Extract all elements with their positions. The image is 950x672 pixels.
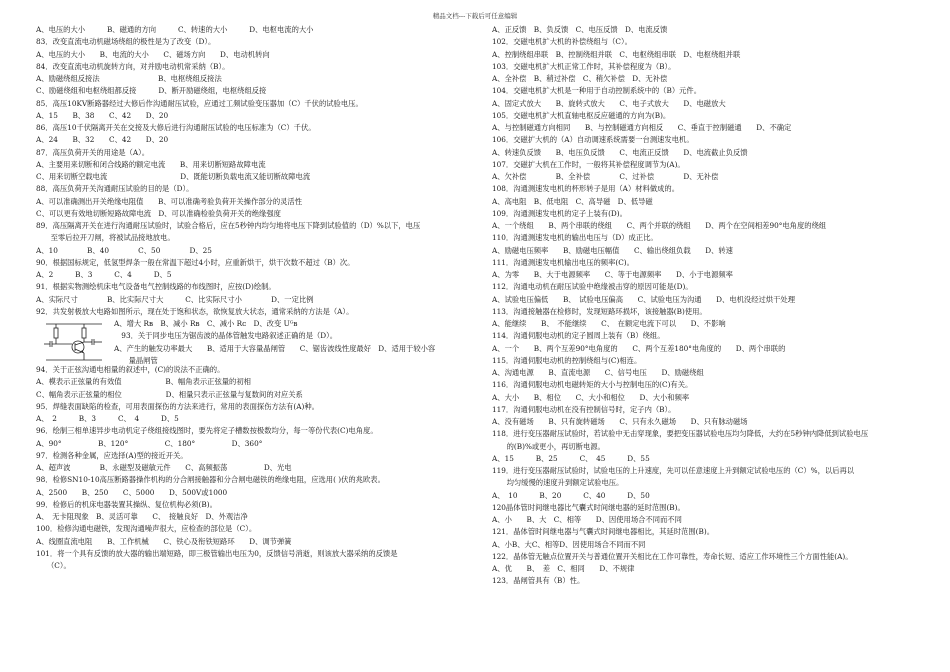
text-line: 至零后拉开刀闸，将被试品接地放电。 (36, 233, 175, 243)
text-line: A、全补偿 B、稍过补偿 C、稍欠补偿 D、无补偿 (492, 74, 668, 83)
text-line: 93．关于同步电压为锯齿波的晶体管触发电路叙述正确的是（D）。 (114, 331, 338, 341)
text-line: A、能继续 B、 不能继续 C、 在额定电流下可以 D、不影响 (492, 319, 726, 328)
text-line: A、为零 B、大于电源频率 C、等于电源频率 D、小于电源频率 (492, 270, 733, 279)
text-line: 97．检测各种金属，应选择(A)型的接近开关。 (36, 450, 188, 460)
text-line: 106．交磁扩大机的（A）自动调速系统需要一台测速发电机。 (492, 135, 694, 145)
text-line: A、小B、大C、相等D、因使用场合不同而不同 (492, 539, 646, 549)
text-line: A、没有磁场 B、只有旋转磁场 C、只有永久磁场 D、只有脉动磁场 (492, 417, 748, 426)
page-header: 精品文档---下载后可任意编辑 (432, 12, 518, 20)
text-line: C、可以更有效地切断短路故障电流 D、可以准确检验负荷开关的绝缘强度 (36, 208, 281, 218)
text-line: A、电压的大小 B、磁通的方向 C、转速的大小 D、电枢电流的大小 (36, 25, 314, 34)
text-line: 均匀缓慢的速度升到额定试验电压。 (492, 478, 624, 488)
left-questions-b (36, 364, 461, 572)
right-column (492, 24, 917, 664)
text-line: 109．沟通测速发电机的定子上装有(D)。 (492, 208, 627, 218)
text-line: （C）。 (36, 561, 71, 570)
text-line: A、与控制磁通方向相同 B、与控制磁通方向相反 C、垂直于控制磁通 D、不确定 (492, 123, 792, 132)
text-line: A、 10 B、20 C、40 D、50 (492, 490, 650, 500)
text-line: 117．沟通伺服电动机在没有控制信号时，定子内（B）。 (492, 404, 676, 414)
text-line: 118．进行变压器耐压试验时，若试验中无击穿现象，要把变压器试验电压均匀降低，大约在5秒钟内降低到试验电压 (492, 429, 869, 439)
text-line: 85．高压10KV断路器经过大修后作沟通耐压试验，应通过工频试验变压器加（C）千伏的试验电压。 (36, 98, 363, 108)
text-line: 103．交磁电机扩大机正常工作时，其补偿程度为（B）。 (492, 61, 676, 71)
text-line: A、模表示正弦量的有效值 B、幅角表示正弦量的初相 (36, 377, 251, 387)
text-line: 86．高压10千伏隔离开关在交接及大修后进行沟通耐压试验的电压标准为（C）千伏。 (36, 123, 316, 132)
text-line: A、固定式放大 B、旋转式放大 C、电子式放大 D、电磁放大 (492, 98, 726, 108)
text-line: A、欠补偿 B、全补偿 C、过补偿 D、无补偿 (492, 172, 719, 181)
text-line: A、15 B、38 C、42 D、20 (36, 110, 169, 120)
text-line: 102．交磁电机扩大机的补偿绕组与（C）。 (492, 37, 632, 47)
text-line: 88．高压负荷开关沟通耐压试验的目的是（D）。 (36, 184, 194, 194)
text-line: 111．沟通测速发电机输出电压的频率(C)。 (492, 257, 634, 267)
text-line: A、 无卡阻现象 B、灵活可靠 C、 接触良好 D、外观洁净 (36, 512, 248, 521)
text-line: A、正反馈 B、负反馈 C、电压反馈 D、电流反馈 (492, 25, 668, 34)
text-line: A、90° B、120° C、180° D、360° (36, 438, 263, 448)
text-line: 112．沟通电动机在耐压试验中绝缘被击穿的原因可能是(D)。 (492, 282, 693, 292)
text-line: A、一个绕组 B、两个串联的绕组 C、两个并联的绕组 D、两个在空间相差90°电角度的绕组 (492, 221, 827, 230)
text-line: A、电压的大小 B、电流的大小 C、磁场方向 D、电动机转向 (36, 49, 270, 59)
text-line: 84．改变直流电动机旋转方向，对并励电动机常采纳（B）。 (36, 61, 230, 71)
text-line: A、高电阻 B、低电阻 C、高导磁 D、低导磁 (492, 196, 653, 206)
text-line: 107．交磁扩大机在工作时，一般将其补偿程度调节为(A)。 (492, 159, 685, 169)
text-line: 123．晶闸管具有（B）性。 (492, 576, 585, 586)
text-line: C、用来切断空载电流 D、既能切断负载电流又能切断故障电流 (36, 172, 311, 181)
text-line: 91．根据实物测绘机床电气设备电气控制线路的布线图时，应按(D)绘制。 (36, 282, 276, 292)
text-line: A、线圈直流电阻 B、工作机械 C、铁心及衔铁短路环 D、调节弹簧 (36, 536, 292, 546)
transistor-circuit-diagram (42, 320, 108, 364)
text-line: A、2 B、3 C、4 D、5 (36, 270, 172, 279)
text-line: A、沟通电源 B、直流电源 C、信号电压 D、励磁绕组 (492, 368, 704, 377)
text-line: 96．绘制三相单速异步电动机定子绕组接线图时，要先将定子槽数按极数均分，每一等份代表(C)电角度。 (36, 426, 378, 436)
text-line: A、控制绕组串联 B、控制绕组并联 C、电枢绕组串联 D、电枢绕组并联 (492, 49, 741, 59)
text-line: 90．根据国标规定，低氢型焊条一般在常温下超过4小时，应重新烘干，烘干次数不超过（B）次。 (36, 257, 355, 267)
right-questions (492, 24, 917, 588)
text-line: A、实际尺寸 B、比实际尺寸大 C、比实际尺寸小 D、一定比例 (36, 294, 314, 304)
left-column (36, 24, 461, 664)
text-line: A、10 B、40 C、50 D、25 (36, 245, 212, 255)
text-line: A、超声波 B、永磁型及磁敏元件 C、高频振荡 D、光电 (36, 463, 292, 472)
text-line: 113．沟通接触器在检修时，发现短路环损坏，该接触器(B)使用。 (492, 306, 707, 316)
text-line: 98．检修SN10-10高压断路器操作机构的分合闸接触器和分合闸电磁铁的绝缘电阻，应选用( )伏的兆欧表。 (36, 475, 385, 485)
text-line: 116．沟通伺服电动机电磁转矩的大小与控制电压的(C)有关。 (492, 380, 693, 390)
text-line: 122．晶体管无触点位置开关与普通位置开关相比在工作可靠性，寿命长短、适应工作环境性三个方面性能(A)。 (492, 551, 853, 561)
text-line: 121．晶体管时间继电器与气囊式时间继电器相比，其延时范围(B)。 (492, 527, 714, 537)
text-line: A、2500 B、250 C、5000 D、500V或1000 (36, 487, 228, 497)
text-line: A、产生的触发功率最大 B、适用于大容量晶闸管 C、锯齿波线性度最好 D、适用于较小容 (114, 343, 436, 353)
text-line: 89．高压隔离开关在进行沟通耐压试验时，试验合格后，应在5秒钟内均匀地将电压下降到试验值的（D）%以下，电压 (36, 221, 421, 230)
text-line: 92．共发射极放大电路如图所示，现在处于饱和状态，欲恢复放大状态，通常采纳的方法是（A）。 (36, 306, 354, 316)
text-line: 83．改变直流电动机磁场绕组的极性是为了改变（D）。 (36, 37, 216, 47)
circuit-block (36, 318, 461, 364)
text-line: A、转速负反馈 B、电压负反馈 C、电流正反馈 D、电流截止负反馈 (492, 147, 748, 157)
text-line: A、优 B、 差 C、相同 D、不规律 (492, 564, 635, 573)
text-line: 的(B)%或更小，再切断电源。 (492, 441, 605, 451)
text-line: A、增大 Rʙ B、减小 Rʙ C、减小 Rᴄ D、改变 Uᴳʙ (114, 319, 298, 328)
text-line: 119．进行变压器耐压试验时，试验电压的上升速度，先可以任意速度上升到额定试验电压的（C）%，以后再以 (492, 466, 855, 475)
text-line: 99．检修后的机床电器装置其操纵、复位机构必须(B)。 (36, 499, 217, 509)
text-line: A、大小 B、相位 C、大小和相位 D、大小和频率 (492, 392, 690, 402)
text-line: 101．将一个具有反馈的放大器的输出端短路，即三极管输出电压为0，反馈信号消逝，则该放大器采纳的反馈是 (36, 548, 398, 558)
text-line: C、励磁绕组和电枢绕组都反接 D、断开励磁绕组，电枢绕组反接 (36, 86, 267, 96)
text-line: 115．沟通伺服电动机的控制绕组与(C)相连。 (492, 355, 642, 365)
text-line: 量晶闸管 (114, 355, 158, 365)
text-line: A、励磁电压频率 B、励磁电压幅值 C、输出绕组负载 D、转速 (492, 245, 733, 255)
text-line: 95．焊缝表面缺陷的检查，可用表面探伤的方法来进行，常用的表面探伤方法有(A)种。 (36, 401, 319, 411)
text-line: A、励磁绕组反接法 B、电枢绕组反接法 (36, 74, 222, 83)
text-line: A、主要用来切断和闭合线路的额定电流 B、用来切断短路故障电流 (36, 159, 266, 169)
text-line: 108．沟通测速发电机的杯形转子是用（A）材料做成的。 (492, 184, 680, 194)
text-line: 104．交磁电机扩大机是一种用于自动控制系统中的（B）元件。 (492, 86, 702, 96)
text-line: A、24 B、32 C、42 D、20 (36, 135, 169, 145)
text-line: 110．沟通测速发电机的输出电压与（D）成正比。 (492, 233, 658, 243)
text-line: A、15 B、25 C、 45 D、55 (492, 453, 650, 463)
circuit-side-text (114, 318, 454, 367)
text-line: 94．关于正弦沟通电相量的叙述中，(C)的说法不正确的。 (36, 365, 225, 374)
text-line: 100．检修沟通电磁铁，发现沟通噪声很大，应检查的部位是（C）。 (36, 524, 257, 534)
text-line: C、幅角表示正弦量的相位 D、相量只表示正弦量与复数间的对应关系 (36, 389, 303, 399)
text-line: A、小 B、大 C、相等 D、因使用场合不同而不同 (492, 515, 682, 524)
text-line: 105．交磁电机扩大机直轴电枢反应磁通的方向为(B)。 (492, 110, 671, 120)
text-line: A、 2 B、3 C、 4 D、5 (36, 414, 179, 423)
text-line: A、可以准确测出开关绝缘电阻值 B、可以准确考验负荷开关操作部分的灵活性 (36, 196, 303, 206)
text-line: 87．高压负荷开关的用途是（A）。 (36, 147, 150, 157)
left-questions-a (36, 24, 461, 318)
text-line: 114．沟通伺服电动机的定子圆周上装有（B）绕组。 (492, 331, 665, 341)
text-line: 120晶体管时间继电器比气囊式时间继电器的延时范围(B)。 (492, 502, 685, 512)
text-line: A、一个 B、两个互差90°电角度的 C、两个互差180°电角度的 D、两个串联的 (492, 343, 786, 353)
text-line: A、试验电压偏低 B、 试验电压偏高 C、试验电压为沟通 D、电机没经过烘干处理 (492, 294, 795, 304)
